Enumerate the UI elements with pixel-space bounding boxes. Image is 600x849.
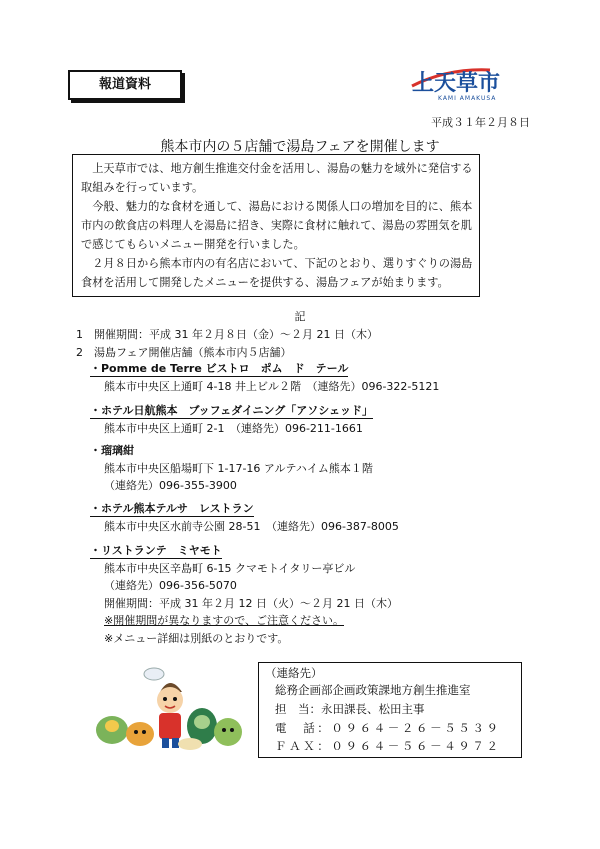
city-logo bbox=[408, 62, 526, 102]
store-item bbox=[90, 500, 399, 535]
contact-heading: （連絡先） bbox=[265, 666, 323, 680]
store-detail: 開催期間：平成 31 年２月 12 日（火）～２月 21 日（木） bbox=[104, 596, 398, 610]
store-detail: 熊本市中央区上通町 2-1 （連絡先）096-211-1661 bbox=[104, 421, 363, 435]
store-name: ・瑠璃紺 bbox=[90, 444, 134, 457]
store-detail: （連絡先）096-355-3900 bbox=[104, 479, 237, 492]
intro-paragraph: ２月８日から熊本市内の有名店において、下記のとおり、選りすぐりの湯島食材を活用して開発したメニューを提供する、湯島フェアが始まります。 bbox=[81, 257, 473, 289]
page-title: 熊本市内の５店舗で湯島フェアを開催します bbox=[160, 139, 440, 155]
press-release-label: 報道資料 bbox=[68, 70, 182, 100]
store-name: ・Pomme de Terre ビストロ ポム ド テール bbox=[90, 362, 349, 375]
release-date: 平成３１年２月８日 bbox=[431, 116, 530, 129]
store-item bbox=[90, 402, 373, 437]
store-detail: 熊本市中央区水前寺公園 28-51 （連絡先）096-387-8005 bbox=[104, 519, 399, 533]
mascot-illustration bbox=[90, 652, 250, 752]
store-item bbox=[90, 542, 398, 647]
section-stores: 2 湯島フェア開催店舗（熊本市内５店舗） bbox=[76, 346, 292, 359]
logo-subtext: KAMI AMAKUSA bbox=[438, 95, 497, 102]
contact-fax: ＦＡＸ：０９６４－５６－４９７２ bbox=[275, 739, 501, 753]
contact-box bbox=[258, 662, 522, 758]
store-detail: 熊本市中央区上通町 4-18 井上ビル２階 （連絡先）096-322-5121 bbox=[104, 379, 440, 393]
ki-heading: 記 bbox=[294, 310, 306, 323]
contact-department: 総務企画部企画政策課地方創生推進室 bbox=[275, 683, 471, 697]
contact-phone: 電 話：０９６４－２６－５５３９ bbox=[275, 721, 501, 735]
store-name: ・ホテル熊本テルサ レストラン bbox=[90, 502, 254, 515]
store-name: ・リストランテ ミヤモト bbox=[90, 544, 222, 557]
intro-paragraph: 上天草市では、地方創生推進交付金を活用し、湯島の魅力を域外に発信する取組みを行っています。 bbox=[81, 162, 473, 194]
contact-persons: 担 当：永田課長、松田主事 bbox=[275, 702, 425, 716]
menu-note: ※メニュー詳細は別紙のとおりです。 bbox=[104, 631, 289, 645]
store-item bbox=[90, 442, 373, 495]
period-note: ※開催期間が異なりますので、ご注意ください。 bbox=[104, 614, 344, 627]
intro-paragraph: 今般、魅力的な食材を通して、湯島における関係人口の増加を目的に、熊本市内の飲食店の料理人を湯島に招き、実際に食材に触れて、湯島の雰囲気を肌で感じてもらいメニュー開発を行いました。 bbox=[81, 200, 473, 251]
store-detail: 熊本市中央区船場町下 1-17-16 アルテハイム熊本１階 bbox=[104, 461, 373, 475]
store-item bbox=[90, 360, 439, 395]
store-detail: 熊本市中央区辛島町 6-15 クマモトイタリー亭ビル bbox=[104, 561, 356, 575]
logo-text: 上天草市 bbox=[412, 71, 501, 96]
store-name: ・ホテル日航熊本 ブッフェダイニング「アソシェッド」 bbox=[90, 404, 374, 417]
intro-box bbox=[72, 154, 480, 297]
section-period: 1 開催期間：平成 31 年２月８日（金）～２月 21 日（木） bbox=[76, 328, 378, 341]
store-detail: （連絡先）096-356-5070 bbox=[104, 579, 237, 592]
